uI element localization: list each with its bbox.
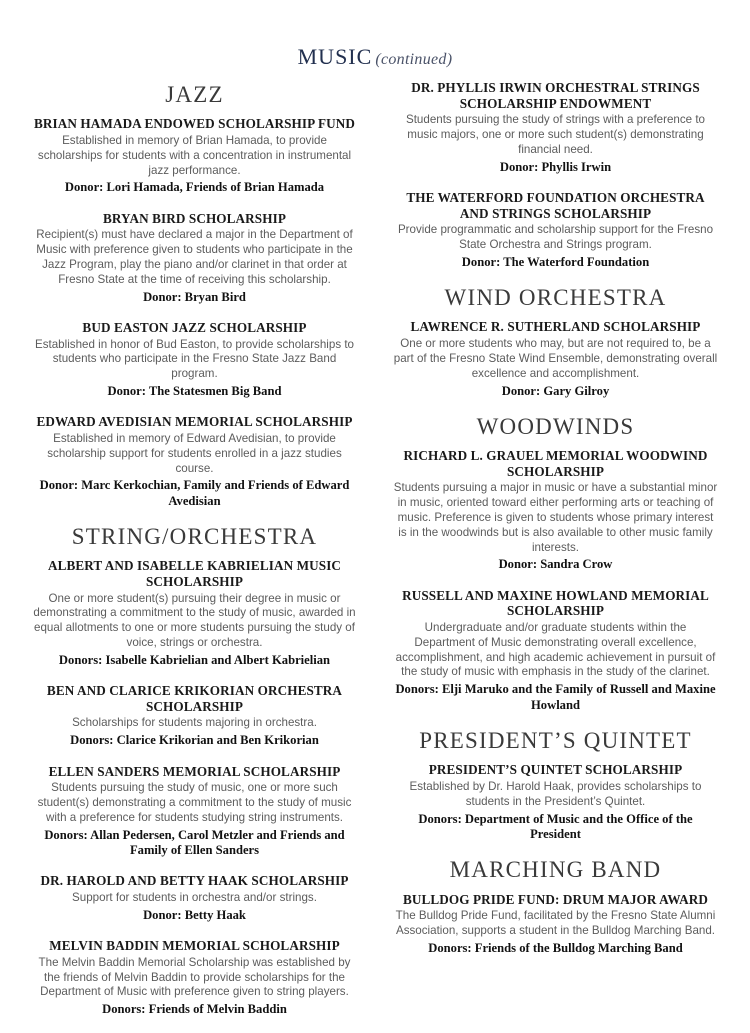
two-column-body bbox=[0, 80, 750, 1033]
scholarship-title: ALBERT AND ISABELLE KABRIELIAN MUSIC SCHOLARSHIP bbox=[47, 558, 342, 590]
scholarship-title: RUSSELL AND MAXINE HOWLAND MEMORIAL SCHOLARSHIP bbox=[402, 587, 709, 619]
scholarship-description: Scholarships for students majoring in orchestra. bbox=[72, 716, 317, 730]
scholarship-donor: Donor: Lori Hamada, Friends of Brian Hamada bbox=[64, 180, 325, 195]
scholarship-donor: Donors: Elji Maruko and the Family of Russell and Maxine Howland bbox=[395, 682, 716, 712]
scholarship-title: BUD EASTON JAZZ SCHOLARSHIP bbox=[82, 319, 307, 335]
scholarship-entry bbox=[393, 892, 718, 957]
scholarship-entry bbox=[393, 190, 718, 270]
left-column bbox=[32, 80, 375, 1033]
scholarship-title: RICHARD L. GRAUEL MEMORIAL WOODWIND SCHOLARSHIP bbox=[403, 448, 708, 479]
scholarship-title: DR. PHYLLIS IRWIN ORCHESTRAL STRINGS SCHOLARSHIP ENDOWMENT bbox=[411, 80, 700, 111]
page-title bbox=[0, 0, 750, 70]
scholarship-title: EDWARD AVEDISIAN MEMORIAL SCHOLARSHIP bbox=[36, 414, 353, 430]
scholarship-description: Support for students in orchestra and/or strings. bbox=[72, 891, 317, 904]
scholarship-entry bbox=[32, 938, 357, 1017]
scholarship-title: MELVIN BADDIN MEMORIAL SCHOLARSHIP bbox=[49, 938, 340, 954]
scholarship-title: LAWRENCE R. SUTHERLAND SCHOLARSHIP bbox=[410, 319, 701, 335]
scholarship-donor: Donor: Phyllis Irwin bbox=[499, 159, 612, 174]
scholarship-title: BRYAN BIRD SCHOLARSHIP bbox=[103, 210, 286, 226]
scholarship-donor: Donors: Department of Music and the Office of the President bbox=[418, 811, 693, 841]
scholarship-description: Undergraduate and/or graduate students within the Department of Music demonstrating overall excellence, accomplishment, and high academic achievement in pursuit of the study of music with emphasis in the study of the clarinet. bbox=[395, 621, 716, 679]
scholarship-description: Students pursuing the study of music, one or more such student(s) demonstrating a commitment to the study of music with a preference for students studying string instruments. bbox=[37, 781, 352, 824]
scholarship-donor: Donor: Sandra Crow bbox=[498, 557, 613, 572]
scholarship-entry bbox=[32, 558, 357, 668]
scholarship-entry bbox=[32, 320, 357, 399]
scholarship-entry bbox=[32, 116, 357, 195]
scholarship-title: BEN AND CLARICE KRIKORIAN ORCHESTRA SCHOLARSHIP bbox=[46, 683, 343, 714]
scholarship-donor: Donors: Isabelle Kabrielian and Albert Kabrielian bbox=[58, 652, 331, 667]
page-title-continued: (continued) bbox=[375, 51, 453, 68]
scholarship-entry bbox=[32, 211, 357, 305]
scholarship-title: BRIAN HAMADA ENDOWED SCHOLARSHIP FUND bbox=[34, 116, 355, 132]
scholarship-description: Students pursuing the study of strings with a preference to music majors, one or more such student(s) demonstrating financial need. bbox=[405, 113, 706, 156]
scholarship-donor: Donor: Bryan Bird bbox=[143, 289, 246, 304]
scholarship-description: Recipient(s) must have declared a major in the Department of Music with preference given to students who participate in the Jazz Program, play the piano and/or clarinet in that order at Fresno State at the time of receiving this scholarship. bbox=[36, 228, 353, 286]
scholarship-donor: Donor: The Statesmen Big Band bbox=[107, 384, 282, 399]
scholarship-entry bbox=[393, 319, 718, 398]
scholarship-entry bbox=[32, 683, 357, 748]
section-heading: WOODWINDS bbox=[476, 413, 635, 439]
section-heading: JAZZ bbox=[165, 82, 224, 107]
scholarship-title: BULLDOG PRIDE FUND: DRUM MAJOR AWARD bbox=[402, 891, 709, 907]
scholarship-description: Established in memory of Edward Avedisian, to provide scholarship support for students enrolled in a jazz studies course. bbox=[47, 431, 342, 475]
scholarship-entry bbox=[393, 762, 718, 842]
scholarship-donor: Donor: Betty Haak bbox=[143, 907, 246, 922]
scholarship-description: Established in memory of Brian Hamada, to provide scholarships for students with a concentration in instrumental jazz performance. bbox=[37, 133, 352, 177]
scholarship-description: Established by Dr. Harold Haak, provides scholarships to students in the President’s Quintet. bbox=[409, 779, 702, 808]
scholarship-donor: Donors: Clarice Krikorian and Ben Krikorian bbox=[70, 733, 319, 748]
scholarship-entry bbox=[393, 448, 718, 573]
scholarship-donor: Donor: The Waterford Foundation bbox=[461, 254, 650, 269]
scholarship-description: Provide programmatic and scholarship support for the Fresno State Orchestra and Strings program. bbox=[397, 223, 714, 251]
scholarship-entry bbox=[393, 80, 718, 175]
scholarship-donor: Donors: Friends of Melvin Baddin bbox=[102, 1002, 287, 1017]
scholarship-title: THE WATERFORD FOUNDATION ORCHESTRA AND STRINGS SCHOLARSHIP bbox=[406, 190, 705, 221]
scholarship-entry bbox=[32, 873, 357, 923]
scholarship-description: One or more student(s) pursuing their degree in music or demonstrating a commitment to the study of music, awarded in equal allotments to one or more students pursuing the study of voice, strings or orchestra. bbox=[33, 591, 356, 650]
section-heading: PRESIDENT’S QUINTET bbox=[419, 728, 692, 754]
scholarship-description: One or more students who may, but are not required to, be a part of the Fresno State Wind Ensemble, demonstrating overall excellence and accomplishment. bbox=[393, 337, 718, 380]
scholarship-title: ELLEN SANDERS MEMORIAL SCHOLARSHIP bbox=[48, 763, 341, 779]
scholarship-donor: Donor: Gary Gilroy bbox=[501, 383, 610, 398]
right-column bbox=[375, 80, 718, 1033]
scholarship-title: PRESIDENT’S QUINTET SCHOLARSHIP bbox=[428, 762, 683, 778]
scholarship-description: Established in honor of Bud Easton, to provide scholarships to students who participate in the Fresno State Jazz Band program. bbox=[34, 337, 355, 381]
section-heading: WIND ORCHESTRA bbox=[444, 285, 667, 311]
scholarship-entry bbox=[32, 764, 357, 859]
scholarship-description: Students pursuing a major in music or have a substantial minor in music, oriented toward either performing arts or teaching of music. Preference is given to students whose primary interest is in the woodwinds but is also available to other music family interests. bbox=[393, 481, 718, 554]
section-heading: MARCHING BAND bbox=[449, 857, 662, 883]
page-title-main: MUSIC bbox=[297, 44, 373, 69]
scholarship-description: The Bulldog Pride Fund, facilitated by the Fresno State Alumni Association, supports a student in the Bulldog Marching Band. bbox=[395, 909, 716, 937]
scholarship-donor: Donors: Allan Pedersen, Carol Metzler and Friends and Family of Ellen Sanders bbox=[44, 827, 345, 858]
scholarship-donor: Donor: Marc Kerkochian, Family and Friends of Edward Avedisian bbox=[39, 478, 350, 508]
section-heading: STRING/ORCHESTRA bbox=[71, 524, 318, 550]
scholarship-entry bbox=[32, 414, 357, 509]
scholarship-description: The Melvin Baddin Memorial Scholarship was established by the friends of Melvin Baddin to provide scholarships for the Department of Music with preference given to string players. bbox=[38, 955, 351, 999]
scholarship-entry bbox=[393, 588, 718, 713]
scholarship-donor: Donors: Friends of the Bulldog Marching Band bbox=[428, 940, 683, 955]
scholarship-title: DR. HAROLD AND BETTY HAAK SCHOLARSHIP bbox=[40, 873, 349, 889]
